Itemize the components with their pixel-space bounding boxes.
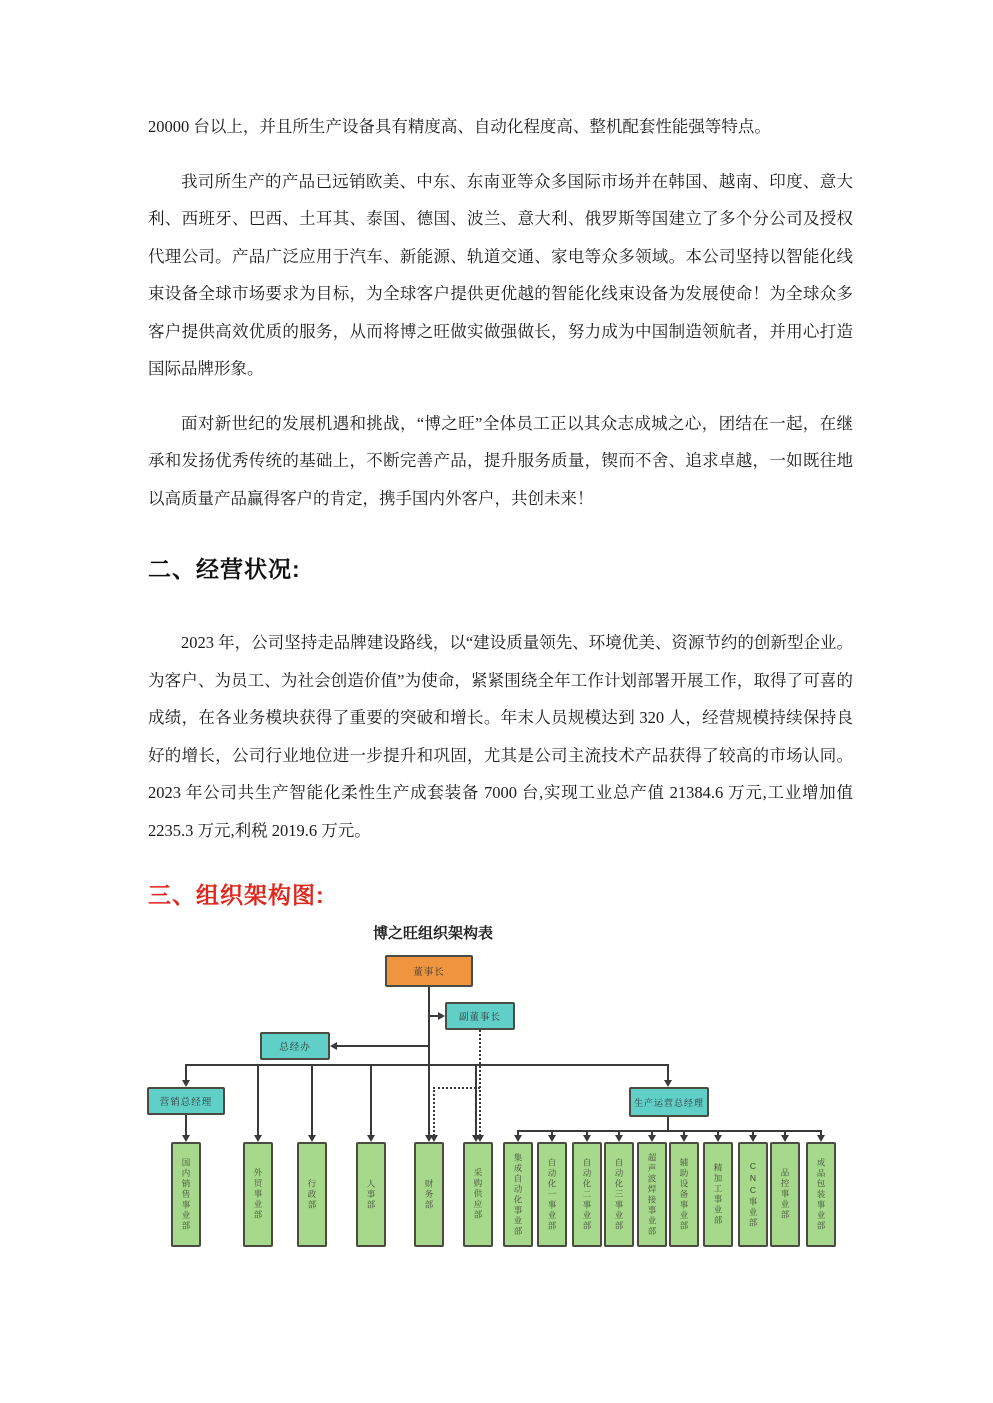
org-dept-finishing: 精加工事业部: [703, 1142, 733, 1247]
arrow-down-icon: [583, 1135, 591, 1142]
arrow-right-icon: [438, 1012, 445, 1020]
org-node-marketing-gm: 营销总经理: [147, 1087, 225, 1115]
arrow-down-icon: [664, 1080, 672, 1087]
org-dept-hr: 人事部: [356, 1142, 386, 1247]
org-dept-quality-control: 品控事业部: [770, 1142, 800, 1247]
arrow-left-icon: [330, 1042, 337, 1050]
dotted-connector-line: [433, 1087, 480, 1089]
org-node-production-gm: 生产运营总经理: [629, 1087, 709, 1117]
connector-line: [185, 1115, 187, 1136]
org-dept-auxiliary-equipment: 辅助设备事业部: [669, 1142, 699, 1247]
org-node-vice-chairman: 副董事长: [445, 1002, 515, 1030]
paragraph-outlook: 面对新世纪的发展机遇和挑战，“博之旺”全体员工正以其众志成城之心，团结在一起，在继承和发扬优秀传统的基础上，不断完善产品，提升服务质量，锲而不舍、追求卓越，一如既往地以高质量产品赢得客户的肯定，携手国内外客户，共创未来！: [148, 413, 853, 508]
arrow-down-icon: [680, 1135, 688, 1142]
org-node-gm-office: 总经办: [260, 1032, 330, 1060]
org-dept-automation-1: 自动化一事业部: [537, 1142, 567, 1247]
org-dept-procurement: 采购供应部: [463, 1142, 493, 1247]
org-dept-integrated-automation: 集成自动化事业部: [503, 1142, 533, 1247]
arrow-down-icon: [548, 1135, 556, 1142]
connector-line: [475, 1064, 477, 1136]
paragraph-continuation: 20000 台以上，并且所生产设备具有精度高、自动化程度高、整机配套性能强等特点。: [148, 117, 771, 136]
org-chart: [142, 922, 862, 1274]
org-dept-foreign-trade: 外贸事业部: [243, 1142, 273, 1247]
arrow-down-icon: [476, 1135, 484, 1142]
connector-line: [311, 1064, 313, 1136]
arrow-down-icon: [749, 1135, 757, 1142]
org-dept-finance: 财务部: [414, 1142, 444, 1247]
section-heading-operations: 二、经营状况:: [148, 556, 301, 582]
arrow-down-icon: [367, 1135, 375, 1142]
org-dept-packaging: 成品包装事业部: [806, 1142, 836, 1247]
arrow-down-icon: [308, 1135, 316, 1142]
org-node-chairman: 董事长: [385, 955, 473, 987]
arrow-down-icon: [514, 1135, 522, 1142]
arrow-down-icon: [714, 1135, 722, 1142]
paragraph-products-markets: 我司所生产的产品已远销欧美、中东、东南亚等众多国际市场并在韩国、越南、印度、意大利、西班牙、巴西、土耳其、泰国、德国、波兰、意大利、俄罗斯等国建立了多个分公司及授权代理公司。产品广泛应用于汽车、新能源、轨道交通、家电等众多领域。本公司坚持以智能化线束设备全球市场要求为目标，为全球客户提供更优越的智能化线束设备为发展使命！为全球众多客户提供高效优质的服务，从而将博之旺做实做强做长，努力成为中国制造领航者，并用心打造国际品牌形象。: [148, 171, 853, 378]
org-dept-domestic-sales: 国内销售事业部: [171, 1142, 201, 1247]
arrow-down-icon: [254, 1135, 262, 1142]
connector-line: [428, 987, 430, 1137]
connector-line: [257, 1064, 259, 1136]
connector-line: [370, 1064, 372, 1136]
org-dept-automation-3: 自动化三事业部: [604, 1142, 634, 1247]
connector-line: [518, 1130, 821, 1132]
arrow-down-icon: [615, 1135, 623, 1142]
org-dept-automation-2: 自动化二事业部: [572, 1142, 602, 1247]
arrow-down-icon: [648, 1135, 656, 1142]
document-page: [148, 108, 853, 1274]
arrow-down-icon: [817, 1135, 825, 1142]
section-heading-org-chart: 三、组织架构图:: [148, 882, 325, 908]
org-chart-title: 博之旺组织架构表: [372, 925, 493, 942]
org-dept-cnc: CNC事业部: [738, 1142, 768, 1247]
arrow-down-icon: [182, 1135, 190, 1142]
org-dept-administration: 行政部: [297, 1142, 327, 1247]
connector-line: [667, 1117, 669, 1131]
arrow-down-icon: [430, 1135, 438, 1142]
org-dept-ultrasonic-welding: 超声波焊接事业部: [637, 1142, 667, 1247]
dotted-connector-line: [479, 1030, 481, 1136]
arrow-down-icon: [182, 1080, 190, 1087]
paragraph-operations-2023: 2023 年，公司坚持走品牌建设路线，以“建设质量领先、环境优美、资源节约的创新型企业。为客户、为员工、为社会创造价值”为使命，紧紧围绕全年工作计划部署开展工作，取得了可喜的成绩，在各业务模块获得了重要的突破和增长。年末人员规模达到 320 人，经营规模持续保持良好的增长，公司行业地位进一步提升和巩固，尤其是公司主流技术产品获得了较高的市场认同。2023 年公司共生产智能化柔性生产成套装备 7000 台,实现工业总产值 21384.6 万元,工业增加值 2235.3 万元,利税 2019.6 万元。: [148, 633, 853, 840]
arrow-down-icon: [781, 1135, 789, 1142]
connector-line: [336, 1045, 430, 1047]
dotted-connector-line: [433, 1087, 435, 1136]
